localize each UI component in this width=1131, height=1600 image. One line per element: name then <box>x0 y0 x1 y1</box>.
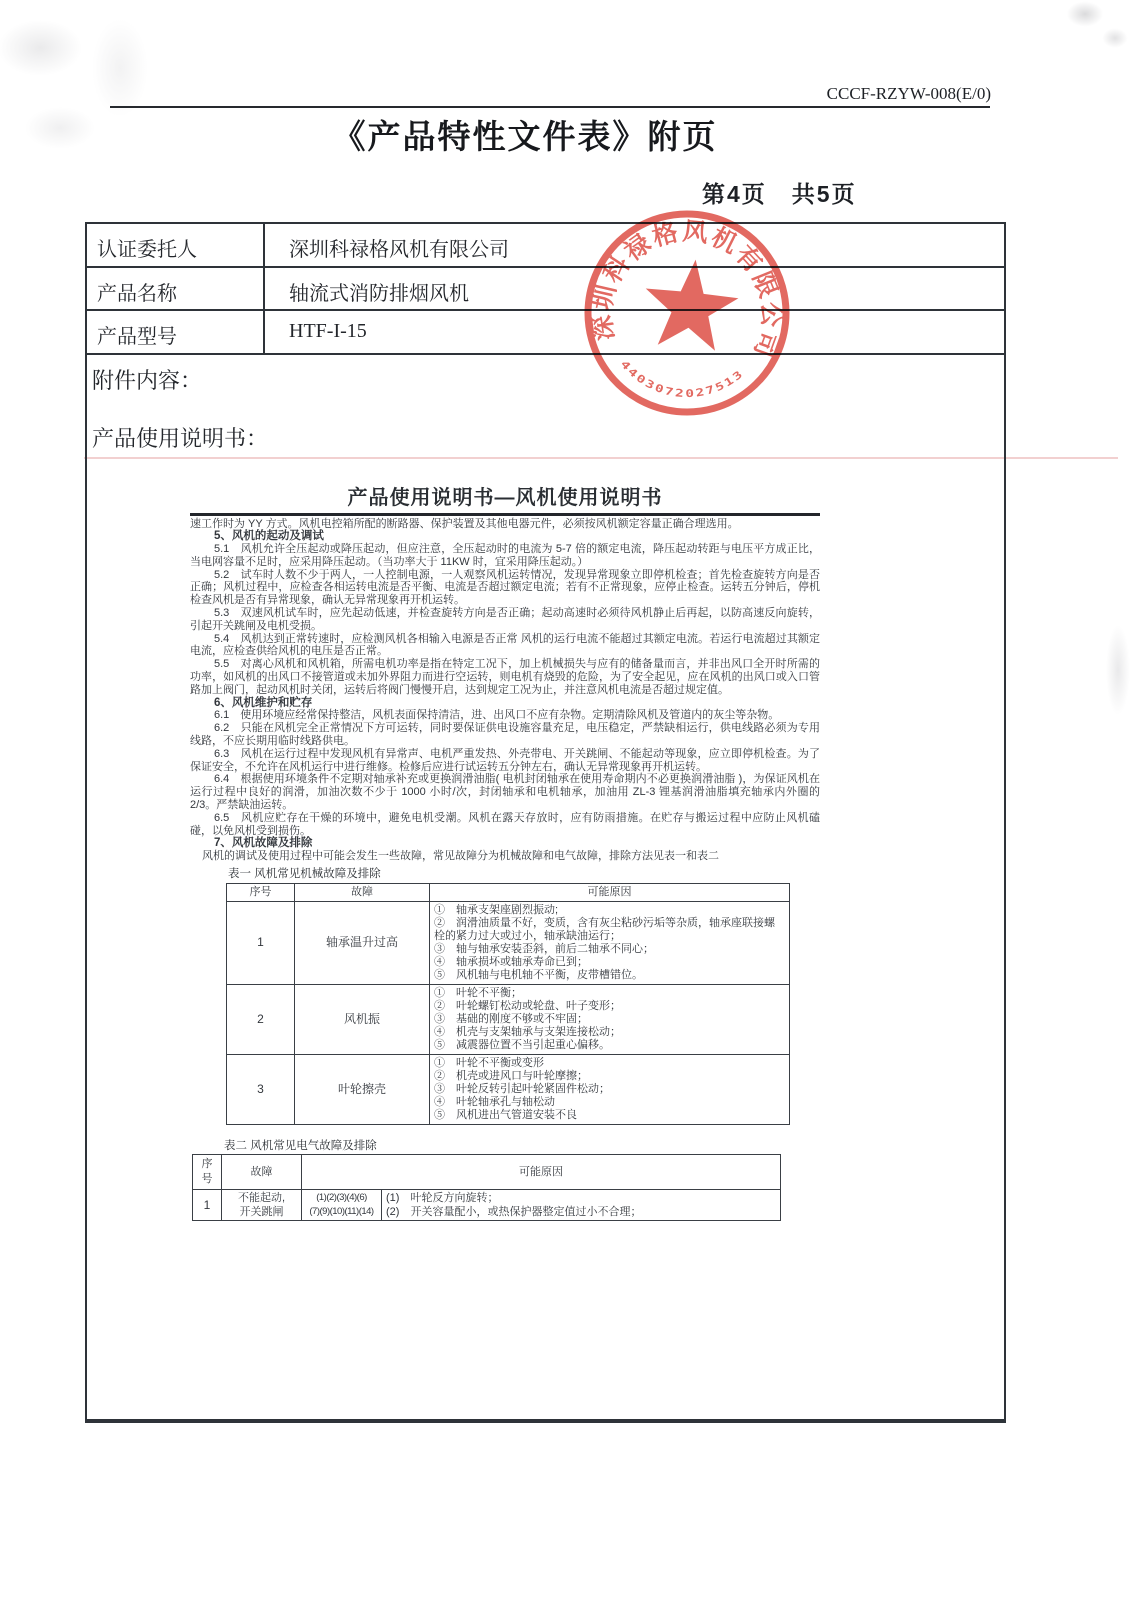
table-row <box>87 224 1004 268</box>
stamp-serial-text: 4403072027513 <box>617 358 745 401</box>
fault-name: 风机振 <box>295 984 430 1054</box>
table-header-row <box>227 883 790 901</box>
cause-list <box>430 901 790 984</box>
header-cell: 故障 <box>222 1155 302 1190</box>
manual-paragraph: 5.5 对离心风机和风机箱，所需电机功率是指在特定工况下，加上机械损失与应有的储备量而言，并非出风口全开时所需的功率，如风机的出风口不接管道或未加外界阻力而进行空运转，则电机有烧毁的危险，为了安全起见，应在风机的出风口或入口管路加上阀门，起动风机时关闭，运转后将阀门慢慢开启，达到规定工况为止，并注意风机电流是否超过规定值。 <box>190 658 820 696</box>
cause-line: ③ 叶轮反转引起叶轮紧固件松动； <box>434 1082 610 1095</box>
page-title: 《产品特性文件表》附页 <box>332 118 718 155</box>
scan-artifact <box>1040 0 1131 70</box>
cause-line: ⑤ 风机轴与电机轴不平衡，皮带槽错位。 <box>434 968 643 981</box>
mechanical-fault-table <box>226 883 790 1125</box>
cause-line: ② 润滑油质量不好，变质，含有灰尘粘砂污垢等杂质，轴承座联接螺栓的紧力过大或过小，轴承缺油运行； <box>434 916 775 942</box>
header-cell: 可能原因 <box>430 883 790 901</box>
cause-line: (2) 开关容量配小，或热保护器整定值过小不合理； <box>386 1206 642 1219</box>
manual-paragraph: 5.2 试车时人数不少于两人，一人控制电源，一人观察风机运转情况，发现异常现象立即停机检查；首先检查旋转方向是否正确；风机过程中，应检查各相运转电流是否平衡、电流是否超过额定电流；若有不正常现象，应停止检查。运转五分钟后，停机检查风机是否有异常现象，确认无异常现象再开机运转。 <box>190 568 820 607</box>
doc-code: CCCF-RZYW-008(E/0) <box>826 84 991 103</box>
cause-line: ② 叶轮螺钉松动或轮盘、叶子变形； <box>434 999 621 1012</box>
fault-line: 不能起动, <box>237 1192 286 1205</box>
row-number: 1 <box>227 901 295 984</box>
cause-line: (1) 叶轮反方向旋转； <box>386 1192 499 1205</box>
fault-name <box>222 1190 302 1221</box>
cause-line: ① 叶轮不平衡或变形 <box>434 1056 544 1069</box>
row-value: HTF-I-15 <box>289 320 367 342</box>
cause-line: ④ 机壳与支架轴承与支架连接松动； <box>434 1025 621 1038</box>
table-row <box>193 1190 781 1221</box>
page-number: 第4页 共5页 <box>702 181 857 207</box>
table-row <box>87 268 1004 312</box>
manual-paragraph: 6.4 根据使用环境条件不定期对轴承补充或更换润滑油脂( 电机封闭轴承在使用寿命期内不必更换润滑油脂 )，为保证风机在运行过程中良好的润滑，加油次数不少于 1000 小时/次，封闭轴承和电机轴承，加油用 ZL-3 锂基润滑油脂填充轴承内外圈的 2/3。严禁缺油运转。 <box>190 773 820 812</box>
scan-artifact <box>1098 600 1131 740</box>
cause-line: ① 叶轮不平衡； <box>434 986 522 999</box>
manual-paragraph: 速工作时为 YY 方式。风机电控箱所配的断路器、保护装置及其他电器元件，必须按风机额定容量正确合理选用。 <box>190 517 739 530</box>
cause-line: ④ 轴承损坏或轴承寿命已到； <box>434 955 588 968</box>
manual-paragraph: 风机的调试及使用过程中可能会发生一些故障，常见故障分为机械故障和电气故障，排除方法见表一和表二 <box>202 850 719 863</box>
company-stamp <box>576 204 798 426</box>
fault-name: 轴承温升过高 <box>295 901 430 984</box>
cause-list <box>382 1190 781 1221</box>
header-cell: 序号 <box>227 883 295 901</box>
table-row <box>87 311 1004 355</box>
table-row <box>227 901 790 984</box>
table-row <box>227 1054 790 1124</box>
manual-paragraph: 6.5 风机应贮存在干燥的环境中，避免电机受潮。风机在露天存放时，应有防雨措施。在贮存与搬运过程中应防止风机磕碰，以免风机受到损伤。 <box>190 811 820 837</box>
cause-line: ③ 基础的刚度不够或不牢固； <box>434 1012 588 1025</box>
cause-line: ② 机壳或进风口与叶轮摩擦； <box>434 1069 588 1082</box>
header-cell: 可能原因 <box>302 1155 781 1190</box>
code-line: (7)(9)(10)(11)(14) <box>309 1206 374 1218</box>
manual-paragraph: 6.1 使用环境应经常保持整洁，风机表面保持清洁，进、出风口不应有杂物。定期清除风机及管道内的灰尘等杂物。 <box>214 709 780 722</box>
row-label: 产品型号 <box>87 311 265 353</box>
manual-paragraph: 5.1 风机允许全压起动或降压起动，但应注意，全压起动时的电流为 5-7 倍的额定电流，降压起动转距与电压平方成正比，当电网容量不足时，应采用降压起动。（当功率大于 11KW 时，宜采用降压起动。） <box>190 543 820 568</box>
manual-content <box>190 486 820 1221</box>
table-header-row <box>193 1155 781 1190</box>
stamp-star-icon <box>640 255 742 353</box>
row-number: 2 <box>227 984 295 1054</box>
manual-paragraph: 6.3 风机在运行过程中发现风机有异常声、电机严重发热、外壳带电、开关跳闸、不能起动等现象，应立即停机检查。为了保证安全，不允许在风机运行中进行维修。检修后应进行试运转五分钟左右，确认无异常现象再开机运转。 <box>190 747 820 773</box>
row-number: 1 <box>193 1190 222 1221</box>
cause-line: ⑤ 风机进出气管道安装不良 <box>434 1108 577 1121</box>
stamp-company-arc-text: 深圳科禄格风机有限公司 <box>587 217 785 361</box>
attachment-content-label: 附件内容： <box>92 368 203 393</box>
row-value: 轴流式消防排烟风机 <box>289 282 469 305</box>
fault-name: 叶轮擦壳 <box>295 1054 430 1124</box>
cause-list <box>430 984 790 1054</box>
table2-caption: 表二 风机常见电气故障及排除 <box>224 1139 377 1152</box>
cause-codes <box>302 1190 382 1221</box>
row-label: 认证委托人 <box>87 224 265 266</box>
cause-line: ④ 叶轮轴承孔与轴松动 <box>434 1095 555 1108</box>
manual-section-heading: 5、风机的起动及调试 <box>214 530 324 543</box>
manual-paragraph: 6.2 只能在风机完全正常情况下方可运转，同时要保证供电设施容量充足，电压稳定，严禁缺相运行，供电线路必须为专用线路，不应长期用临时线路供电。 <box>190 722 820 748</box>
cause-line: ① 轴承支架座剧烈振动; <box>434 903 559 916</box>
manual-title: 产品使用说明书—风机使用说明书 <box>347 487 663 509</box>
header-cell: 故障 <box>295 883 430 901</box>
manual-paragraph: 5.3 双速风机试车时，应先起动低速，并检查旋转方向是否正确；起动高速时必须待风机静止后再起，以防高速反向旋转，引起开关跳闸及电机受损。 <box>190 607 820 632</box>
cause-list <box>430 1054 790 1124</box>
header-rule <box>110 106 990 108</box>
code-line: (1)(2)(3)(4)(6) <box>316 1192 367 1204</box>
row-label: 产品名称 <box>87 268 265 310</box>
fault-line: 开关跳闸 <box>239 1206 284 1219</box>
cause-line: ⑤ 减震器位置不当引起重心偏移。 <box>434 1038 610 1051</box>
product-manual-label: 产品使用说明书： <box>92 426 269 451</box>
row-number: 3 <box>227 1054 295 1124</box>
table1-caption: 表一 风机常见机械故障及排除 <box>228 868 381 881</box>
manual-section-heading: 6、风机维护和贮存 <box>214 696 313 709</box>
manual-section-heading: 7、风机故障及排除 <box>214 837 313 850</box>
manual-divider <box>190 513 820 516</box>
table-row <box>227 984 790 1054</box>
row-value: 深圳科禄格风机有限公司 <box>289 239 509 261</box>
electrical-fault-table <box>192 1154 781 1221</box>
cause-line: ③ 轴与轴承安装歪斜，前后二轴承不同心； <box>434 942 654 955</box>
manual-paragraph: 5.4 风机达到正常转速时，应检测风机各相输入电源是否正常 风机的运行电流不能超过其额定电流。若运行电流超过其额定电流，应检查供给风机的电压是否正常。 <box>190 632 820 658</box>
header-cell: 序号 <box>193 1155 222 1190</box>
